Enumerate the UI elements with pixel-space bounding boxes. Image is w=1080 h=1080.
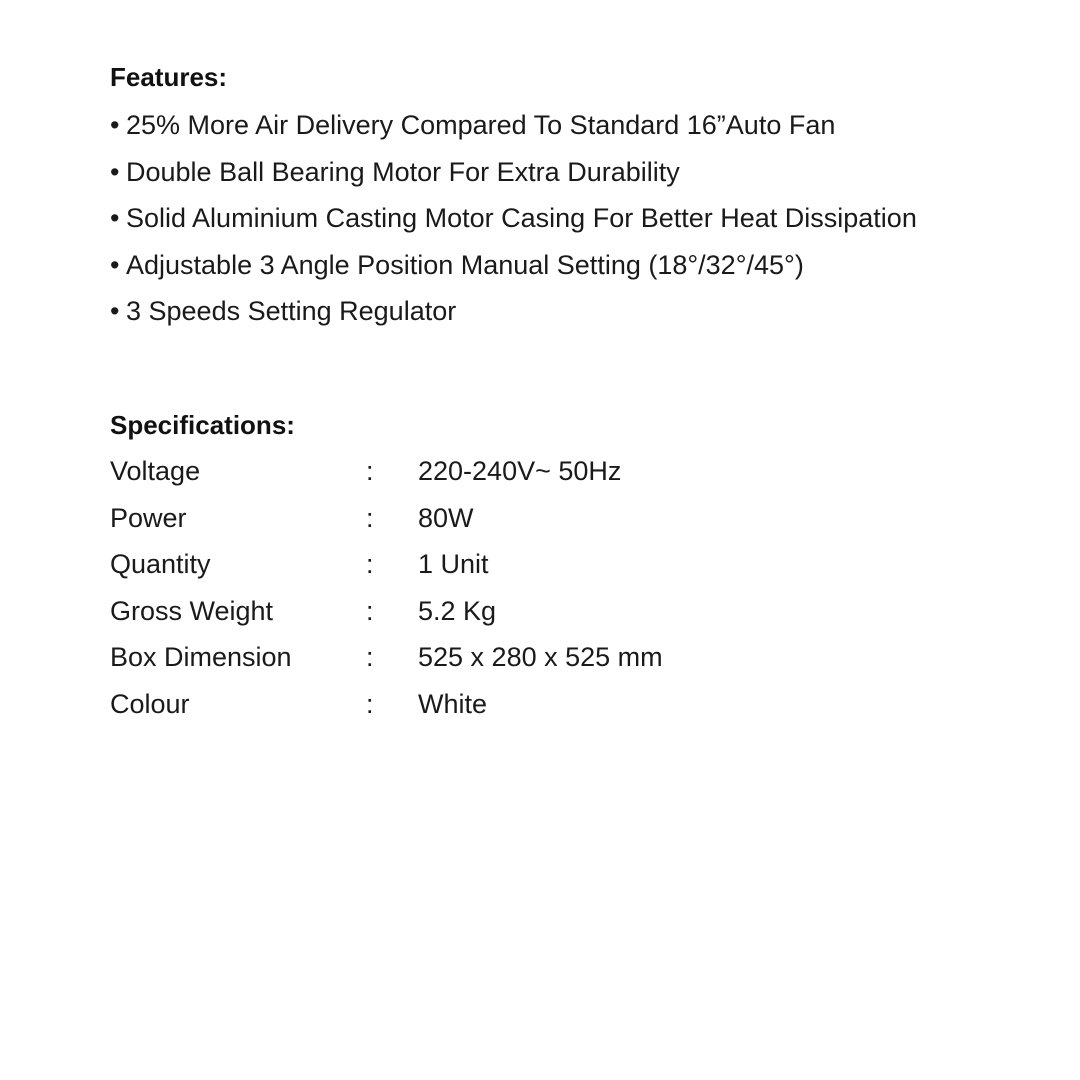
spec-label: Voltage (110, 456, 201, 486)
spec-row-box-dimension (110, 640, 810, 687)
spec-separator: : (366, 688, 374, 719)
feature-item (110, 201, 917, 248)
bullet-icon: • (110, 249, 120, 280)
feature-text: 25% More Air Delivery Compared To Standard 16”Auto Fan (126, 110, 836, 140)
feature-item (110, 108, 917, 155)
spec-value: 5.2 Kg (418, 595, 497, 626)
feature-text: 3 Speeds Setting Regulator (126, 296, 457, 326)
bullet-icon: • (110, 156, 120, 187)
spec-value: 1 Unit (418, 549, 489, 579)
spec-separator: : (366, 595, 374, 626)
spec-label: Gross Weight (110, 595, 274, 626)
specifications-table (110, 454, 810, 733)
spec-row-gross-weight (110, 594, 810, 641)
specifications-heading: Specifications: (110, 410, 295, 440)
spec-separator: : (366, 502, 374, 533)
feature-item (110, 248, 917, 295)
features-heading: Features: (110, 62, 228, 92)
spec-label: Power (110, 502, 187, 533)
feature-text: Adjustable 3 Angle Position Manual Setting (18°/32°/45°) (126, 249, 804, 280)
feature-item (110, 294, 917, 341)
feature-item (110, 155, 917, 202)
spec-value: 525 x 280 x 525 mm (418, 642, 663, 672)
spec-value: 220-240V~ 50Hz (418, 456, 622, 486)
spec-row-power (110, 501, 810, 548)
bullet-icon: • (110, 110, 120, 140)
spec-separator: : (366, 549, 374, 579)
feature-text: Double Ball Bearing Motor For Extra Durability (126, 156, 680, 187)
spec-label: Box Dimension (110, 642, 292, 672)
spec-label: Colour (110, 688, 190, 719)
spec-separator: : (366, 642, 374, 672)
features-list (110, 108, 917, 341)
spec-label: Quantity (110, 549, 211, 579)
spec-separator: : (366, 456, 374, 486)
bullet-icon: • (110, 203, 120, 233)
spec-row-quantity (110, 547, 810, 594)
spec-row-colour (110, 687, 810, 734)
feature-text: Solid Aluminium Casting Motor Casing For Better Heat Dissipation (126, 203, 917, 233)
bullet-icon: • (110, 296, 120, 326)
spec-value: 80W (418, 502, 474, 533)
spec-row-voltage (110, 454, 810, 501)
spec-value: White (418, 688, 488, 719)
